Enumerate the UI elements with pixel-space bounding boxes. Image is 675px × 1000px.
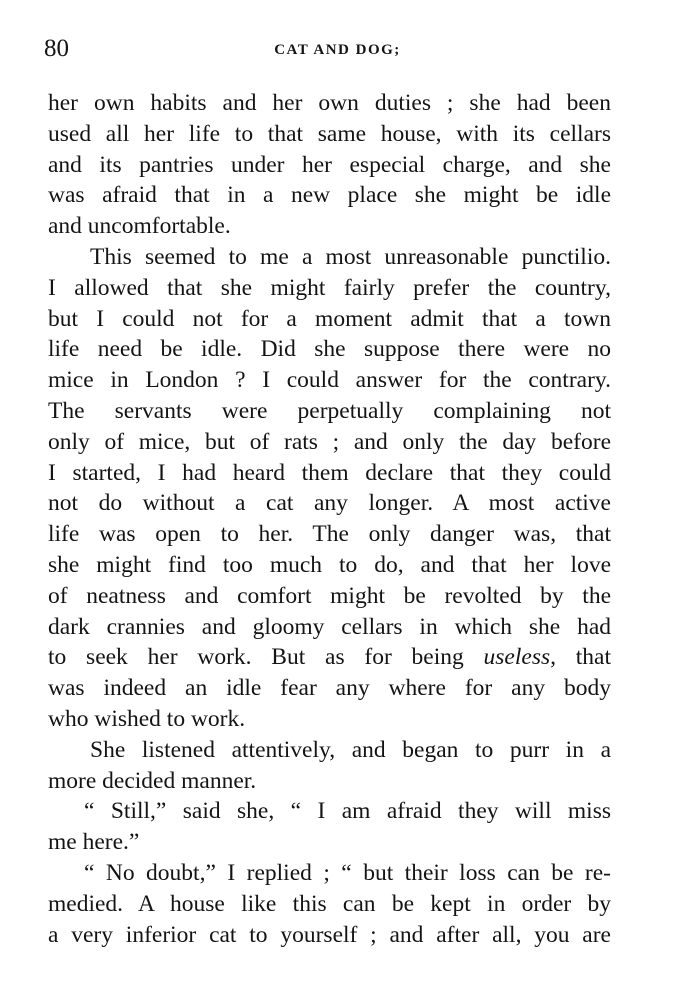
text-line: I started, I had heard them declare that they could <box>48 459 611 486</box>
text-line: dark crannies and gloomy cellars in which she had <box>48 613 611 640</box>
text-line: a very inferior cat to yourself ; and after all, you are <box>48 921 611 948</box>
text-line: was afraid that in a new place she might be idle <box>48 182 611 209</box>
text-line: me here.” <box>48 829 140 856</box>
text-line: of neatness and comfort might be revolted by the <box>48 582 611 609</box>
body-text <box>48 88 611 950</box>
text-line: mice in London ? I could answer for the contrary. <box>48 367 611 394</box>
text-line: not do without a cat any longer. A most active <box>48 490 611 517</box>
text-line: and uncomfortable. <box>48 213 231 240</box>
text-line: life was open to her. The only danger was, that <box>48 521 611 548</box>
text-line: her own habits and her own duties ; she had been <box>48 90 611 116</box>
page-number: 80 <box>44 35 69 62</box>
text-line: more decided manner. <box>48 767 257 794</box>
text-line: was indeed an idle fear any where for any body <box>48 675 611 702</box>
italic-word: useless, <box>483 644 556 671</box>
text-line-with-italic <box>48 642 611 673</box>
text-line: This seemed to me a most unreasonable punctilio. <box>90 243 611 270</box>
text-segment: to seek her work. But as for being <box>48 644 484 671</box>
text-line: medied. A house like this can be kept in order by <box>48 890 611 917</box>
text-line: only of mice, but of rats ; and only the day before <box>48 428 611 455</box>
text-segment: that <box>555 644 611 671</box>
text-line: “ No doubt,” I replied ; “ but their loss can be re- <box>84 859 611 886</box>
text-line: life need be idle. Did she suppose there were no <box>48 336 611 363</box>
text-line: who wished to work. <box>48 705 246 732</box>
text-line: used all her life to that same house, with its cellars <box>48 120 611 147</box>
text-line: “ Still,” said she, “ I am afraid they will miss <box>84 798 611 825</box>
text-line: I allowed that she might fairly prefer the country, <box>48 274 611 301</box>
text-line: she might find too much to do, and that her love <box>48 551 611 578</box>
text-line: but I could not for a moment admit that a town <box>48 305 611 332</box>
text-line: The servants were perpetually complaining not <box>48 397 611 424</box>
text-line: She listened attentively, and began to purr in a <box>90 736 611 763</box>
running-head: CAT AND DOG; <box>274 42 401 58</box>
text-line: and its pantries under her especial charge, and she <box>48 151 611 178</box>
